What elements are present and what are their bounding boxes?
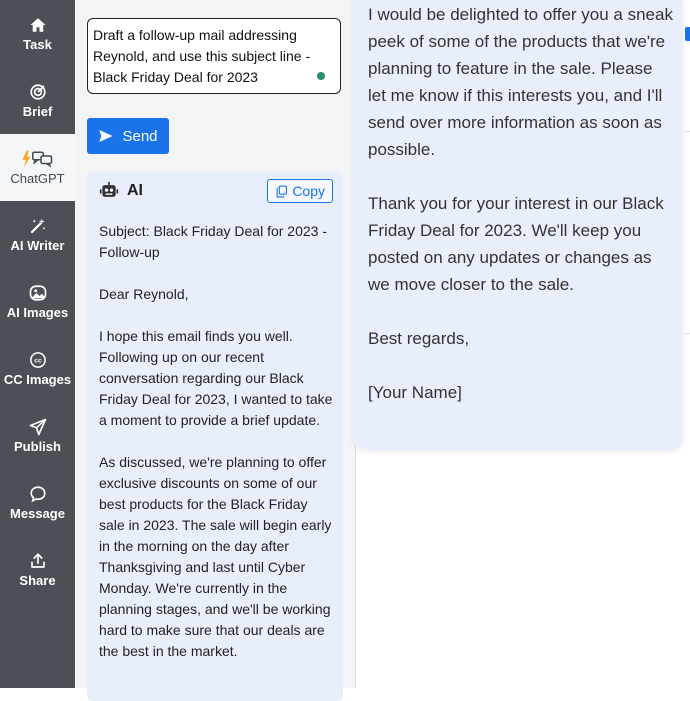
- ai-paragraph: Subject: Black Friday Deal for 2023 - Follow-up: [99, 223, 327, 260]
- edge-tab-indicator: [685, 27, 690, 41]
- home-icon: [29, 16, 47, 34]
- prompt-input[interactable]: [87, 18, 341, 94]
- sidebar-item-message[interactable]: [0, 469, 75, 536]
- preview-paragraph: [Your Name]: [368, 383, 462, 402]
- send-button[interactable]: [87, 118, 169, 154]
- image-icon: [29, 284, 47, 302]
- message-bubble-icon: [29, 485, 47, 503]
- ai-paragraph: Dear Reynold,: [99, 286, 189, 302]
- send-button-label: Send: [122, 127, 158, 145]
- ai-response-text: [99, 221, 333, 683]
- svg-text:cc: cc: [33, 357, 42, 365]
- sidebar-item-label: Message: [10, 505, 65, 521]
- ai-paragraph: As discussed, we're planning to offer exclusive discounts on some of our best products for the Black Friday sale in 2023. The sale will begin early in the morning on the day after Thanksgiving and last until Cyber Monday. We're currently in the planning stages, and we'll be working hard to make sure that our deals are the best in the market.: [99, 454, 332, 659]
- sidebar-item-label: AI Writer: [10, 237, 65, 253]
- prompt-text: Draft a follow-up mail addressing Reynold, and use this subject line - Black Friday Deal for 2023: [93, 27, 311, 85]
- send-icon: [98, 128, 114, 144]
- chat-bolt-icon: [16, 150, 60, 168]
- cc-icon: [29, 351, 47, 369]
- copy-icon: [275, 185, 288, 198]
- share-icon: [29, 552, 47, 570]
- divider: [685, 131, 690, 132]
- sidebar-item-label: ChatGPT: [10, 170, 65, 186]
- magic-wand-icon: [29, 217, 47, 235]
- status-dot: [317, 72, 325, 80]
- sidebar-item-label: Publish: [14, 438, 61, 454]
- sidebar-item-label: Task: [23, 36, 52, 52]
- sidebar-item-label: Share: [19, 572, 56, 588]
- ai-response-header: [99, 181, 143, 201]
- sidebar-item-ai-images[interactable]: [0, 268, 75, 335]
- sidebar-item-task[interactable]: [0, 0, 75, 67]
- ai-paragraph: I hope this email finds you well. Following up on our recent conversation regarding our Black Friday Deal for 2023, I wanted to take a moment to provide a brief update.: [99, 328, 333, 428]
- sidebar-item-cc-images[interactable]: [0, 335, 75, 402]
- left-sidebar: [0, 0, 75, 688]
- sidebar-item-share[interactable]: [0, 536, 75, 603]
- chat-panel: [75, 0, 355, 688]
- preview-paragraph: I would be delighted to offer you a sneak peek of some of the products that we're planning to feature in the sale. Please let me know if this interests you, and I'll send over more information as soon as possible.: [368, 5, 673, 159]
- send-icon: [29, 418, 47, 436]
- divider: [685, 333, 690, 334]
- email-preview-text: [368, 1, 673, 433]
- ai-label: AI: [127, 182, 143, 199]
- sidebar-item-publish[interactable]: [0, 402, 75, 469]
- sidebar-item-chatgpt[interactable]: [0, 134, 75, 201]
- sidebar-item-label: CC Images: [3, 371, 72, 387]
- ai-response-card: [87, 171, 343, 701]
- preview-paragraph: Best regards,: [368, 329, 470, 348]
- copy-button-label: Copy: [292, 183, 325, 199]
- sidebar-item-ai-writer[interactable]: [0, 201, 75, 268]
- sidebar-item-brief[interactable]: [0, 67, 75, 134]
- copy-button[interactable]: [267, 179, 333, 203]
- robot-icon: [99, 181, 119, 201]
- email-preview-card: [353, 0, 683, 450]
- sidebar-item-label: AI Images: [6, 304, 69, 320]
- sidebar-item-label: Brief: [22, 103, 53, 119]
- target-icon: [29, 83, 47, 101]
- preview-paragraph: Thank you for your interest in our Black Friday Deal for 2023. We'll keep you posted on any updates or changes as we move closer to the sale.: [368, 194, 664, 294]
